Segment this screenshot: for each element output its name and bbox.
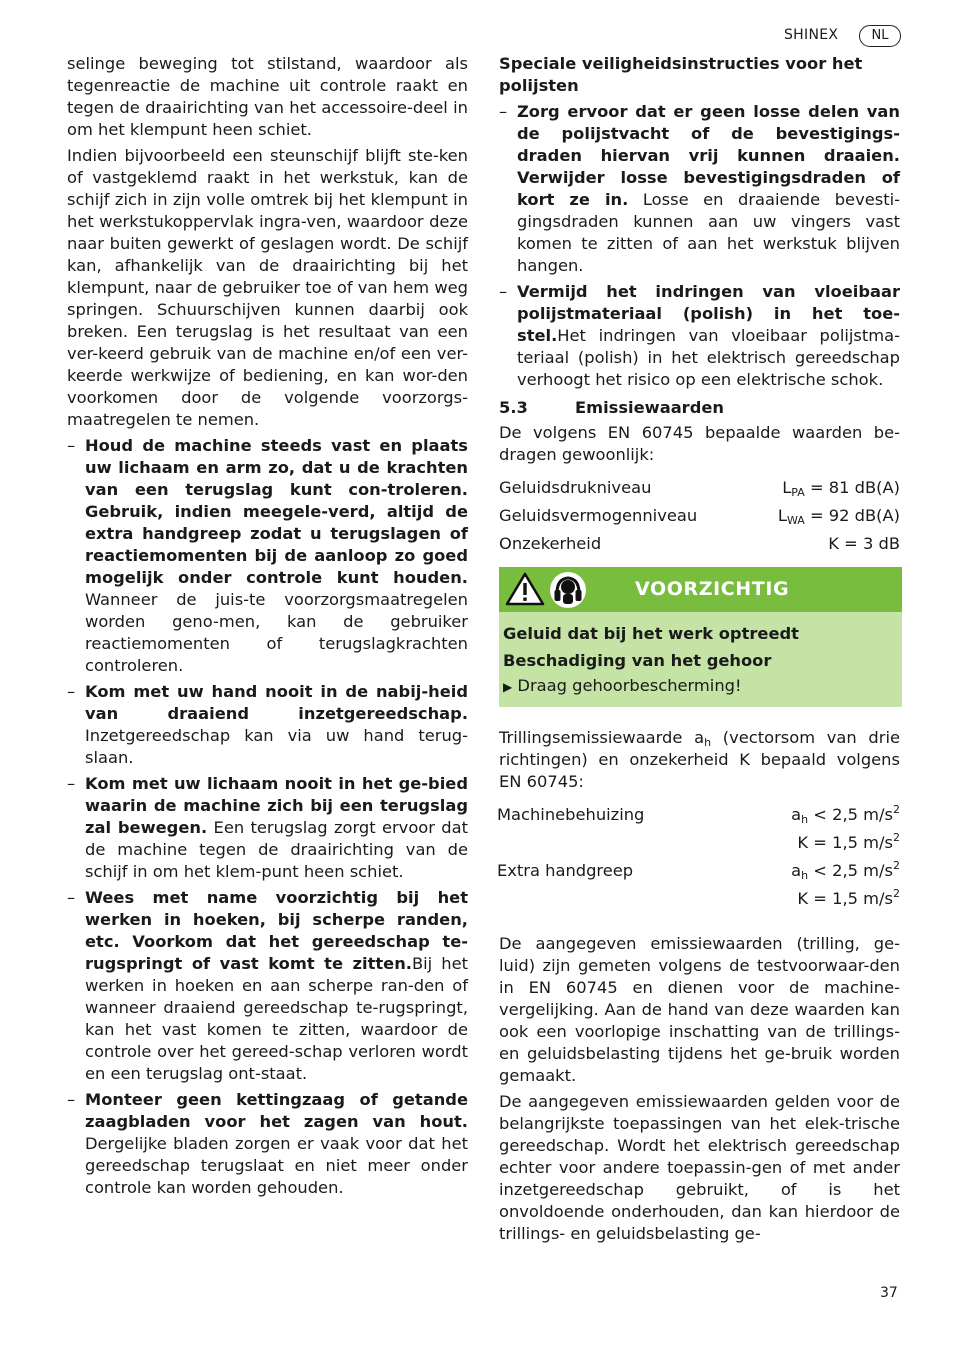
list-item: – Zorg ervoor dat er geen losse delen van de polijstvacht of de bevestigings-draden hiervan vrij kunnen draaien. Verwijder losse bevestigingsdraden of kort ze in. Losse en draaiende bevesti-gingsdraden kunnen aan uw vingers vast komen te zitten of aan het werkstuk blijven hangen. — [499, 102, 900, 275]
item-text: Losse en draaiende bevesti-gingsdraden kunnen aan uw vingers vast komen te zitten of aan het werkstuk blijven hangen. — [517, 190, 900, 275]
paragraph: selinge beweging tot stilstand, waardoor als tegenreactie de machine uit controle raakt en tegen de draairichting van het accessoire-deel in om het klempunt heen schiet. — [67, 54, 468, 139]
vibration-row: Extra handgreep $a_h < 2,5$ $m/s^2$ — [497, 859, 900, 882]
warning-body — [499, 612, 902, 707]
triangle-bullet-icon: ▶ — [503, 680, 513, 694]
language-badge: NL — [859, 25, 901, 47]
paragraph: De aangegeven emissiewaarden gelden voor de belangrijkste toepassingen van het elek-trische gereedschap. Wordt het elektrisch gereedschap echter voor andere toepassin-gen of met ander inzetgereedschap gebruikt, of is het onvoldoende onderhouden, dan kan hierdoor de trillings- en geluidsbelasting ge- — [499, 1092, 900, 1243]
warning-action: ▶ Draag gehoorbescherming! — [503, 676, 742, 695]
section-title: 5.3 Emissiewaarden — [499, 398, 725, 417]
vibration-row: K = 1,5 $m/s^2$ — [797, 887, 900, 908]
item-bold-text: Zorg ervoor dat er geen losse delen van de polijstvacht of de bevestigings-draden hiervan vrij kunnen draaien. Verwijder losse bevestigingsdraden of kort ze in. — [517, 102, 900, 209]
list-item: – Monteer geen kettingzaag of getande zaagbladen voor het zagen van hout. Dergelijke bladen zorgen er vaak voor dat het gereedschap terugslaat en niet meer onder controle kan worden gehouden. — [67, 1090, 468, 1197]
noise-row: Geluidsvermogenniveau $L_{WA} = 92$ dB(A) — [499, 506, 900, 527]
brand-label: SHINEX — [784, 27, 839, 43]
right-column — [499, 53, 900, 1249]
item-text: Inzetgereedschap kan via uw hand terug-slaan. — [85, 726, 468, 767]
list-item: – Kom met uw lichaam nooit in het ge-bied waarin de machine zich bij een terugslag zal bewegen. Een terugslag zorgt ervoor dat de machine tegen de draairichting van de schijf in om het klem-punt heen schiet. — [67, 774, 469, 881]
list-item: – Vermijd het indringen van vloeibaar polijstmateriaal (polish) in het toe-stel.Het indringen van vloeibaar polijstma-teriaal (polish) in het elektrisch gereedschap verhoogt het risico op een elektrische schok. — [499, 282, 900, 389]
item-bold-text: Wees met name voorzichtig bij het werken in hoeken, bij scherpe randen, etc. Voorkom dat het gereedschap te-rugspringt of vast komt te zitten. — [85, 888, 468, 973]
item-bold-text: Vermijd het indringen van vloeibaar polijstmateriaal (polish) in het toe-stel. — [517, 282, 900, 345]
item-text: Het indringen van vloeibaar polijstma-teriaal (polish) in het elektrisch gereedschap verhoogt het risico op een elektrische schok. — [517, 326, 900, 389]
item-text: Een terugslag zorgt ervoor dat de machine tegen de draairichting van de schijf in om het klem-punt heen schiet. — [85, 818, 469, 881]
left-column — [67, 53, 468, 1203]
warning-header — [499, 567, 902, 612]
item-bold-text: Monteer geen kettingzaag of getande zaagbladen voor het zagen van hout. — [85, 1090, 468, 1131]
vibration-block — [497, 801, 900, 913]
item-text: Bij het werken in hoeken en aan scherpe ran-den of wanneer draaiend gereedschap te-rugspringt, kan het vast komen te zitten, waardoor de controle over het gereed-schap verloren wordt en een terugslag ont-staat. — [85, 954, 468, 1083]
section-heading: Speciale veiligheidsinstructies voor het polijsten — [499, 54, 863, 95]
item-text: Wanneer de juis-te voorzorgsmaatregelen worden geno-men, kan de gebruiker reactiemomenten of terugslagkrachten controleren. — [85, 590, 468, 675]
warning-box — [499, 567, 902, 707]
warning-line: Geluid dat bij het werk optreedt — [503, 624, 799, 643]
item-bold-text: Kom met uw hand nooit in de nabij-heid van draaiend inzetgereedschap. — [85, 682, 468, 723]
vibration-row: K = 1,5 $m/s^2$ — [797, 831, 900, 852]
list-item: – Kom met uw hand nooit in de nabij-heid van draaiend inzetgereedschap. Inzetgereedschap kan via uw hand terug-slaan. — [67, 682, 468, 767]
warning-line: Beschadiging van het gehoor — [503, 651, 772, 670]
noise-row: Geluidsdrukniveau $L_{PA} = 81$ dB(A) — [499, 478, 900, 499]
list-item: – Houd de machine steeds vast en plaats uw lichaam en arm zo, dat u de krachten van een terugslag kunt con-troleren. Gebruik, indien meegele-verd, altijd de extra handgreep zodat u terugslagen of reactiemomenten bij de aanloop zo goed mogelijk onder controle kunt houden. Wanneer de juis-te voorzorgsmaatregelen worden geno-men, kan de gebruiker reactiemomenten of terugslagkrachten controleren. — [67, 436, 468, 675]
page-number: 37 — [880, 1285, 898, 1301]
item-bold-text: Houd de machine steeds vast en plaats uw lichaam en arm zo, dat u de krachten van een terugslag kunt con-troleren. Gebruik, indien meegele-verd, altijd de extra handgreep zodat u terugslagen of reactiemomenten bij de aanloop zo goed mogelijk onder controle kunt houden. — [85, 436, 468, 587]
paragraph: Trillingsemissiewaarde $a_h$ (vectorsom van drie richtingen) en onzekerheid K bepaald volgens EN 60745: — [499, 728, 900, 791]
list-item: – Wees met name voorzichtig bij het werken in hoeken, bij scherpe randen, etc. Voorkom dat het gereedschap te-rugspringt of vast komt te zitten.Bij het werken in hoeken en aan scherpe ran-den of wanneer draaiend gereedschap te-rugspringt, kan het vast komen te zitten, waardoor de controle over het gereed-schap verloren wordt en een terugslag ont-staat. — [67, 888, 468, 1083]
paragraph: De volgens EN 60745 bepaalde waarden be-dragen gewoonlijk: — [499, 423, 900, 464]
warning-title: VOORZICHTIG — [635, 578, 790, 600]
warning-triangle-icon — [505, 571, 545, 607]
paragraph: Indien bijvoorbeeld een steunschijf blijft ste-ken of vastgeklemd raakt in het werkstuk, kan de schijf zich in zijn volle omtrek bij het klempunt in het werkstukoppervlak ingra-ven, waardoor deze naar buiten gewerkt of geslagen wordt. De schijf kan, afhankelijk van de draairichting bij het klempunt, naar de gebruiker toe of van hem weg springen. Schuurschijven kunnen daarbij ook breken. Een terugslag is het resultaat van een ver-keerd gebruik van de machine en/of een ver-keerde werkwijze of bediening, en kan wor-den voorkomen door de volgende voorzorgs-maatregelen te nemen. — [67, 146, 468, 429]
item-text: Dergelijke bladen zorgen er vaak voor dat het gereedschap terugslaat en niet meer onder controle kan worden gehouden. — [85, 1134, 468, 1197]
vibration-row: Machinebehuizing $a_h < 2,5$ $m/s^2$ — [497, 803, 900, 826]
ear-protection-icon — [549, 571, 587, 609]
paragraph: De aangegeven emissiewaarden (trilling, ge-luid) zijn gemeten volgens de testvoorwaar-den in EN 60745 en dienen voor de machine-vergelijking. Aan de hand van deze waarden kan ook een voorlopige inschatting van de trillings- en geluidsbelasting tijdens het ge-bruik worden gemaakt. — [499, 934, 900, 1085]
noise-row: Onzekerheid K = 3 dB — [499, 534, 900, 553]
item-bold-text: Kom met uw lichaam nooit in het ge-bied waarin de machine zich bij een terugslag zal bewegen. — [85, 774, 468, 837]
